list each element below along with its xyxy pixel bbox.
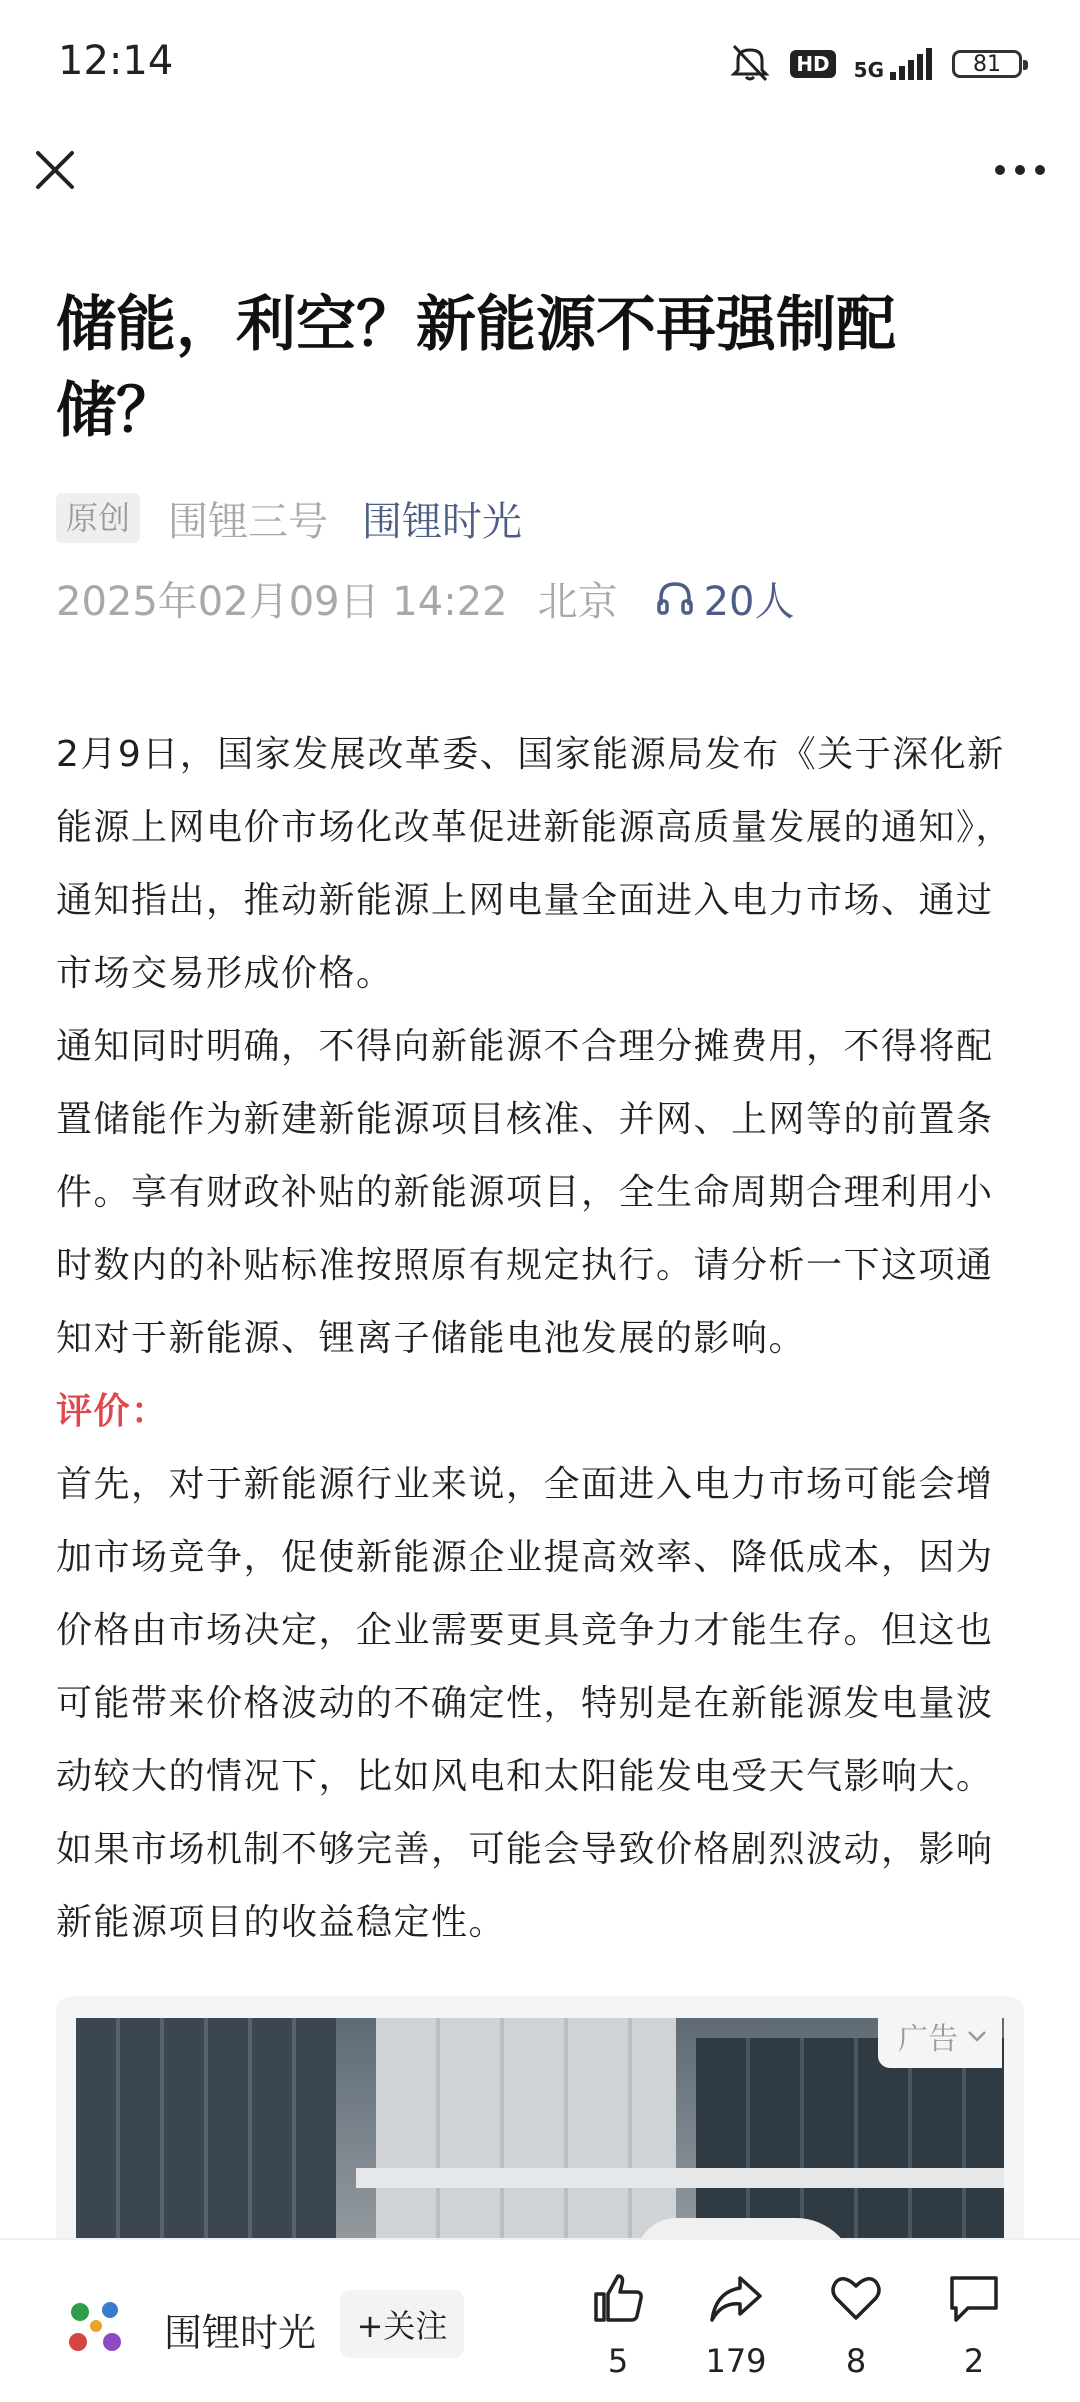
headphones-icon (656, 579, 694, 617)
channel-logo-icon (60, 2292, 132, 2364)
listen-button[interactable] (656, 570, 795, 627)
ad-card[interactable] (56, 1996, 1024, 2256)
ad-label-button[interactable] (878, 2010, 1002, 2068)
status-bar (0, 0, 1080, 120)
mute-icon (728, 42, 772, 86)
bottom-action-bar (0, 2238, 1080, 2402)
follow-button[interactable]: +关注 (340, 2290, 464, 2358)
close-button[interactable] (30, 145, 80, 195)
chevron-down-icon (966, 2029, 988, 2043)
more-button[interactable] (990, 150, 1050, 190)
like-button[interactable] (568, 2270, 668, 2380)
article-title: 储能，利空？新能源不再强制配储？ (56, 290, 896, 446)
favorite-count: 8 (845, 2342, 867, 2380)
article-paragraph: 通知同时明确，不得向新能源不合理分摊费用，不得将配置储能作为新建新能源项目核准、并网、上网等的前置条件。享有财政补贴的新能源项目，全生命周期合理利用小时数内的补贴标准按照原有规定执行。请分析一下这项通知对于新能源、锂离子储能电池发展的影响。 (56, 1026, 994, 1359)
hd-icon: HD (790, 50, 835, 78)
comment-button[interactable] (924, 2270, 1024, 2380)
publish-date: 2025年02月09日 14:22 (56, 578, 508, 625)
channel-link[interactable]: 围锂时光 (362, 498, 523, 545)
ad-image[interactable] (76, 2018, 1004, 2256)
ad-label: 广告 (898, 2022, 958, 2057)
listener-count: 20人 (703, 578, 795, 625)
like-icon (590, 2270, 646, 2326)
article-paragraph: 2月9日，国家发展改革委、国家能源局发布《关于深化新能源上网电价市场化改革促进新能源高质量发展的通知》，通知指出，推动新能源上网电量全面进入电力市场、通过市场交易形成价格。 (56, 734, 1014, 994)
battery-level: 81 (973, 51, 1001, 77)
signal-icon (854, 48, 934, 80)
comment-icon (946, 2270, 1002, 2326)
bottom-channel-name[interactable]: 围锂时光 (164, 2311, 317, 2355)
article-meta-info (56, 570, 795, 626)
status-icons (728, 40, 1022, 88)
status-time: 12:14 (58, 38, 174, 84)
favorite-icon (828, 2270, 884, 2326)
more-icon (990, 150, 1050, 190)
top-bar (0, 120, 1080, 220)
network-label: 5G (853, 58, 884, 82)
share-count: 179 (705, 2342, 767, 2380)
original-badge: 原创 (56, 493, 140, 543)
evaluation-heading: 评价： (56, 1391, 169, 1432)
favorite-button[interactable] (806, 2270, 906, 2380)
battery-icon (952, 50, 1022, 78)
share-icon (708, 2270, 764, 2326)
comment-count: 2 (963, 2342, 985, 2380)
like-count: 5 (607, 2342, 629, 2380)
author-name[interactable]: 围锂三号 (168, 498, 329, 545)
publish-location: 北京 (537, 578, 618, 625)
article-paragraph: 首先，对于新能源行业来说，全面进入电力市场可能会增加市场竞争，促使新能源企业提高效率、降低成本，因为价格由市场决定，企业需要更具竞争力才能生存。但这也可能带来价格波动的不确定性，特别是在新能源发电量波动较大的情况下，比如风电和太阳能发电受天气影响大。如果市场机制不够完善，可能会导致价格剧烈波动，影响新能源项目的收益稳定性。 (56, 1464, 994, 1943)
article-body (56, 718, 1024, 1959)
channel-avatar[interactable] (60, 2292, 132, 2364)
share-button[interactable] (686, 2270, 786, 2380)
close-icon (30, 145, 80, 195)
article-meta-authors (56, 490, 522, 546)
